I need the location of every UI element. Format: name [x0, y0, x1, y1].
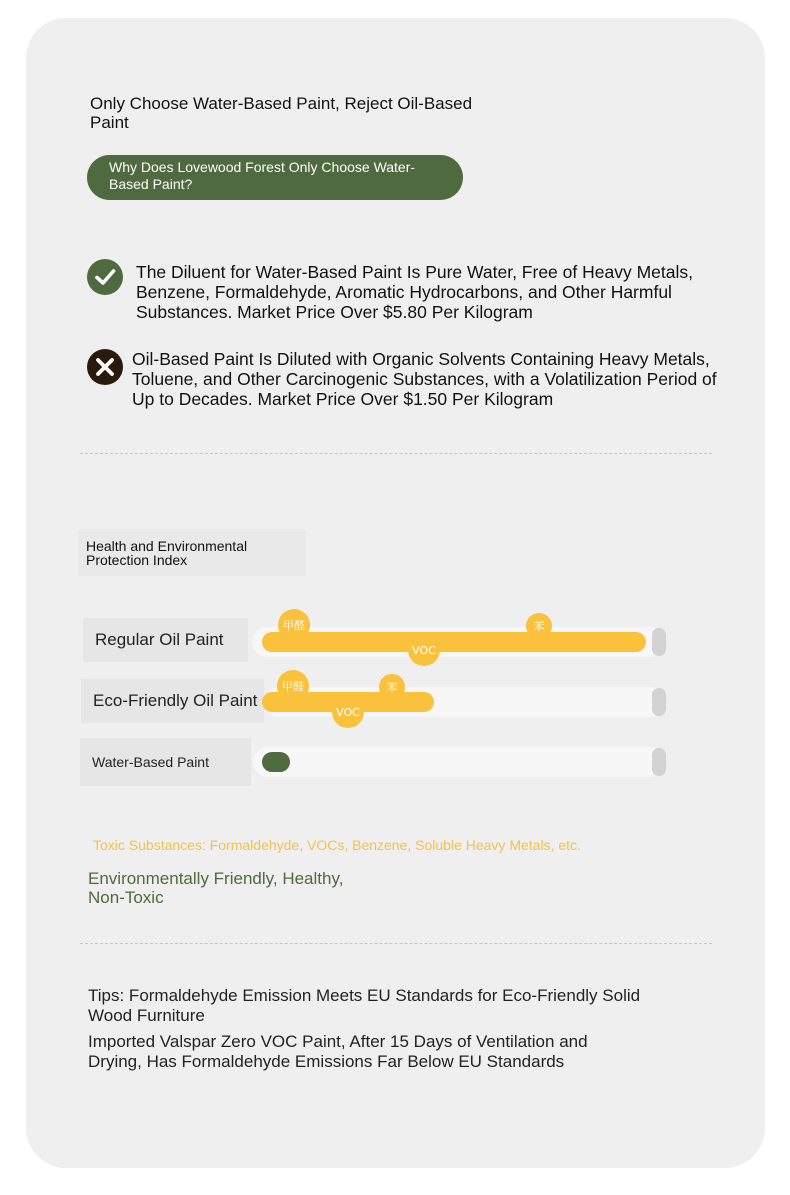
- why-question-pill: [87, 155, 463, 200]
- marker-formaldehyde: 甲醛: [278, 609, 310, 641]
- section-divider: [80, 453, 712, 454]
- x-icon: [87, 349, 123, 385]
- index-title: Health and Environmental Protection Index: [78, 529, 306, 576]
- oil-based-description: Oil-Based Paint Is Diluted with Organic Solvents Containing Heavy Metals, Toluene, and Other Carcinogenic Substances, with a Volatilization Period of Up to Decades. Market Price Over $1.50 Per Kilogram: [132, 349, 717, 409]
- why-question-text: Why Does Lovewood Forest Only Choose Water-Based Paint?: [109, 159, 416, 192]
- track-end-cap: [652, 748, 666, 776]
- row-label-water-based: Water-Based Paint: [80, 738, 251, 786]
- marker-voc: VOC: [332, 696, 364, 728]
- marker-benzene: 苯: [379, 674, 405, 700]
- page-title: Only Choose Water-Based Paint, Reject Oil-Based Paint: [90, 94, 473, 132]
- track-end-cap: [652, 628, 666, 656]
- marker-benzene: 苯: [526, 613, 552, 639]
- water-based-description: The Diluent for Water-Based Paint Is Pure Water, Free of Heavy Metals, Benzene, Formaldehyde, Aromatic Hydrocarbons, and Other Harmful Substances. Market Price Over $5.80 Per Kilogram: [136, 262, 693, 322]
- check-icon: [87, 259, 123, 295]
- section-divider: [80, 943, 712, 944]
- tip-emission-standard: Tips: Formaldehyde Emission Meets EU Standards for Eco-Friendly Solid Wood Furniture: [88, 986, 641, 1025]
- marker-formaldehyde: 甲醛: [277, 670, 309, 702]
- row-label-eco-oil: Eco-Friendly Oil Paint: [81, 679, 264, 723]
- water-based-point: [87, 259, 727, 321]
- legend-eco-friendly: Environmentally Friendly, Healthy, Non-Toxic: [88, 869, 344, 907]
- index-bar-regular-oil: [262, 632, 646, 652]
- track-end-cap: [652, 688, 666, 716]
- oil-based-point: [87, 348, 737, 410]
- tip-valspar-paint: Imported Valspar Zero VOC Paint, After 15 Days of Ventilation and Drying, Has Formaldehyde Emissions Far Below EU Standards: [88, 1032, 588, 1071]
- index-track-water-based: [253, 747, 666, 777]
- index-bar-water-based: [262, 752, 290, 772]
- marker-voc: VOC: [408, 634, 440, 666]
- row-label-regular-oil: Regular Oil Paint: [83, 618, 248, 662]
- legend-toxic-substances: Toxic Substances: Formaldehyde, VOCs, Benzene, Soluble Heavy Metals, etc.: [93, 837, 581, 853]
